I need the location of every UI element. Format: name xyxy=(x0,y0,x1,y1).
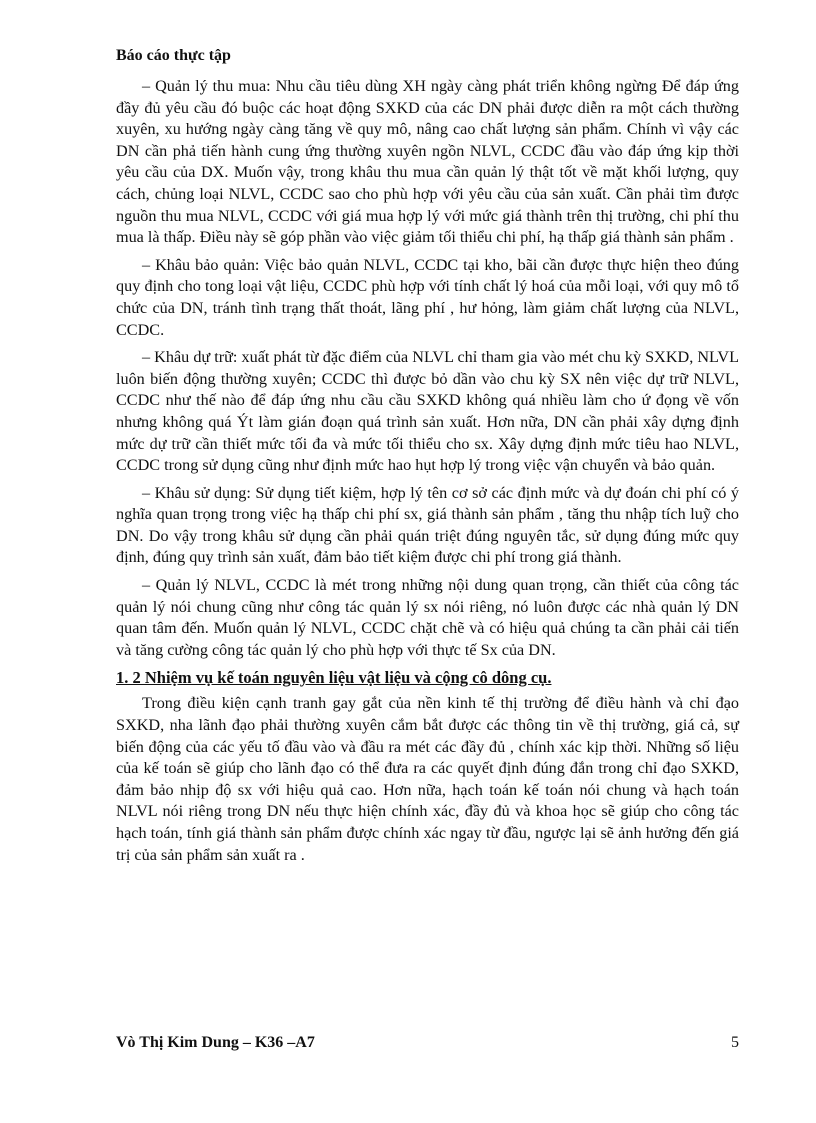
section-heading: 1. 2 Nhiệm vụ kế toán nguyên liệu vật liệu và cộng cô dông cụ. xyxy=(116,668,552,688)
paragraph-storage: – Khâu bảo quản: Việc bảo quản NLVL, CCDC tại kho, bãi cần được thực hiện theo đúng quy định cho tong loại vật liệu, CCDC phù hợp với tính chất lý hoá của mỗi loại, với quy mô tổ chức của DN, tránh tình trạng thất thoát, lãng phí , hư hỏng, làm giảm chất lượng của NLVL, CCDC. xyxy=(116,255,739,339)
footer-author: Vò Thị Kim Dung – K36 –A7 xyxy=(116,1034,315,1051)
report-header: Báo cáo thực tập xyxy=(116,47,231,64)
paragraph-reserve: – Khâu dự trữ: xuất phát từ đặc điểm của NLVL chỉ tham gia vào mét chu kỳ SXKD, NLVL luôn biến động thường xuyên; CCDC thì được bỏ dần vào chu kỳ SX nên việc dự trữ NLVL, CCDC như thế nào để đáp ứng nhu cầu cầu SXKD không quá nhiều làm cho ứ đọng về vốn nhưng không quá Ýt làm gián đoạn quá trình sản xuất. Hơn nữa, DN cần phải xây dựng định mức dự trữ cần thiết mức tối đa và mức tối thiểu cho sx. Xây dựng định mức tiêu hao NLVL, CCDC trong sử dụng cũng như định mức hao hụt hợp lý trong việc vận chuyển và bảo quản. xyxy=(116,348,739,475)
section-body: Trong điều kiện cạnh tranh gay gắt của nền kinh tế thị trường để điều hành và chỉ đạo SXKD, nha lãnh đạo phải thường xuyên cắm bắt được các thông tin về thị trường, giá cả, sự biến động của các yếu tố đầu vào và đầu ra mét các đầy đủ , chính xác kịp thời. Những số liệu của kế toán sẽ giúp cho lãnh đạo có thể đưa ra các quyết định đúng đắn trong chỉ đạo SXKD, đảm bảo nhịp độ sx với hiệu quả cao. Hơn nữa, hạch toán kế toán nói chung và hạch toán NLVL nói riêng trong DN nếu thực hiện chính xác, đầy đủ và khoa học sẽ giúp cho công tác hạch toán, tính giá thành sản phẩm được chính xác ngay từ đầu, ngược lại sẽ ảnh hưởng đến giá trị của sản phẩm sản xuất ra . xyxy=(116,694,739,864)
paragraph-usage: – Khâu sử dụng: Sử dụng tiết kiệm, hợp lý tên cơ sở các định mức và dự đoán chi phí có ý nghĩa quan trọng trong việc hạ thấp chi phí sx, giá thành sản phẩm , tăng thu nhập tích luỹ cho DN. Do vậy trong khâu sử dụng cần phải quán triệt đúng nguyên tắc, sử dụng đúng mức quy định, đúng quy trình sản xuất, đảm bảo tiết kiệm được chi phí trong giá thành. xyxy=(116,483,739,567)
paragraph-purchasing: – Quản lý thu mua: Nhu cầu tiêu dùng XH ngày càng phát triển không ngừng Để đáp ứng đầy đủ yêu cầu đó buộc các hoạt động SXKD của các DN phải được diễn ra một cách thường xuyên, xu hướng ngày càng tăng về quy mô, nâng cao chất lượng sản phẩm. Chính vì vậy các DN cần phả tiến hành cung ứng thường xuyên ngồn NLVL, CCDC đầu vào đáp ứng kịp thời yêu cầu của DX. Muốn vậy, trong khâu thu mua cần quản lý thật tốt về mặt khối lượng, quy cách, chủng loại NLVL, CCDC sao cho phù hợp với yêu cầu của sản xuất. Cần phải tìm được nguồn thu mua NLVL, CCDC với giá mua hợp lý với mức giá thành trên thị trường, chi phí thu mua là thấp. Điều này sẽ góp phần vào việc giảm tối thiểu chi phí, hạ thấp giá thành sản phẩm . xyxy=(116,77,739,247)
paragraph-management: – Quản lý NLVL, CCDC là mét trong những nội dung quan trọng, cần thiết của công tác quản lý nói chung cũng như công tác quản lý sx nói riêng, nó luôn được các nhà quản lý DN quan tâm đến. Muốn quản lý NLVL, CCDC chặt chẽ và có hiệu quả chúng ta cần phải cải tiến và tăng cường công tác quản lý cho phù hợp với thực tế Sx của DN. xyxy=(116,576,739,659)
page-footer xyxy=(116,1034,739,1052)
page-number: 5 xyxy=(731,1034,739,1051)
document-page xyxy=(116,42,739,1102)
